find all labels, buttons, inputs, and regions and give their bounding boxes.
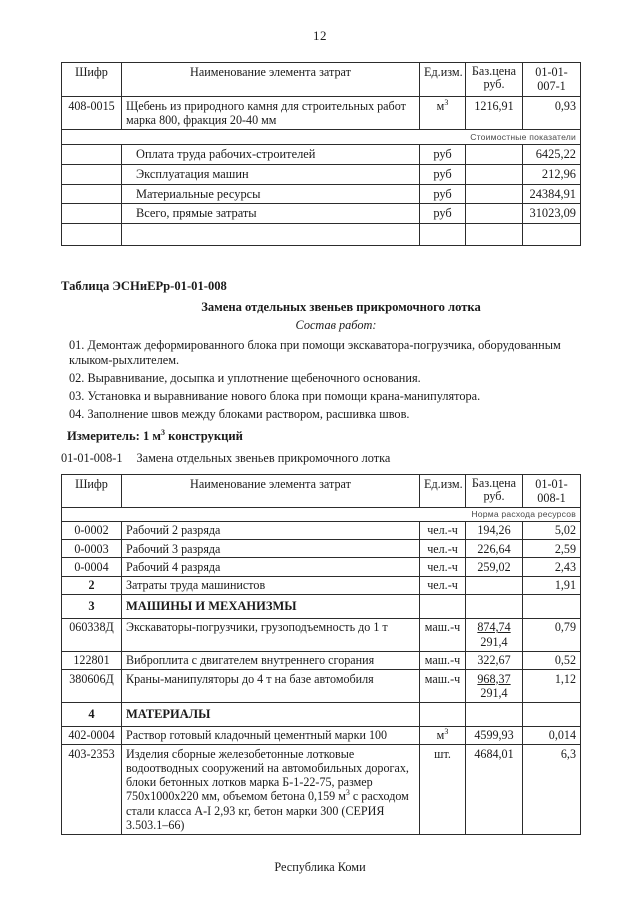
cell-unit: $м^3$	[420, 96, 466, 130]
cell-value: 2,59	[523, 540, 581, 558]
cell-unit	[420, 594, 466, 618]
spacer-cell	[62, 223, 122, 245]
cell-unit: маш.-ч	[420, 670, 466, 703]
cell-name-text: Щебень из природного камня для строительных работ марка 800, фракция 20-40 мм	[126, 98, 406, 128]
cell-price	[466, 184, 523, 204]
cell-code: 4	[62, 703, 122, 727]
cell-name: Краны-манипуляторы до 4 т на базе автомобиля	[122, 670, 420, 703]
measurement-exponent: 3	[161, 427, 165, 437]
norm-name: Замена отдельных звеньев прикромочного лотка	[136, 451, 391, 465]
cell-code: 408-0015	[62, 96, 122, 130]
table-spacer-row	[62, 223, 581, 245]
cell-name: Рабочий 4 разряда	[122, 558, 420, 576]
cell-value: 1,12	[523, 670, 581, 703]
cell-value: 31023,09	[523, 204, 581, 224]
band-row-cost-indicators	[62, 130, 581, 145]
cell-code: 060338Д	[62, 618, 122, 651]
header-unit: Ед.изм.	[420, 63, 466, 97]
cell-value: 0,52	[523, 651, 581, 669]
table-row-section	[62, 594, 581, 618]
cell-name	[122, 96, 420, 130]
cell-name: Рабочий 3 разряда	[122, 540, 420, 558]
cell-price	[466, 576, 523, 594]
cell-unit: чел.-ч	[420, 576, 466, 594]
header-base-price	[466, 63, 523, 97]
spacer-cell	[122, 223, 420, 245]
norm-code: 01-01-008-1	[61, 451, 123, 465]
cell-unit: руб	[420, 165, 466, 185]
cell-name: Затраты труда машинистов	[122, 576, 420, 594]
cell-price	[466, 703, 523, 727]
table-row-section	[62, 703, 581, 727]
cell-price: 1216,91	[466, 96, 523, 130]
header-base-price	[466, 475, 523, 508]
norm-line	[61, 451, 581, 466]
table-header-row	[62, 63, 581, 97]
cell-name: МАТЕРИАЛЫ	[122, 703, 420, 727]
work-item: 04. Заполнение швов между блоками раствором, расшивка швов.	[69, 407, 410, 421]
table-row-total	[62, 145, 581, 165]
cell-unit: чел.-ч	[420, 558, 466, 576]
cell-code: 403-2353	[62, 745, 122, 835]
cell-name: Эксплуатация машин	[122, 165, 420, 185]
cell-price: 194,26	[466, 521, 523, 539]
cell-code: 0-0002	[62, 521, 122, 539]
cell-name: Материальные ресурсы	[122, 184, 420, 204]
header-unit: Ед.изм.	[420, 475, 466, 508]
page-footer: Республика Коми	[274, 860, 366, 874]
table-row	[62, 521, 581, 539]
cell-name: Экскаваторы-погрузчики, грузоподъемность до 1 т	[122, 618, 420, 651]
cell-price	[466, 670, 523, 703]
page-number: 12	[313, 28, 327, 43]
cell-code	[62, 204, 122, 224]
cell-code: 0-0004	[62, 558, 122, 576]
cell-price-secondary: 291,4	[480, 634, 508, 649]
cell-price: 4599,93	[466, 726, 523, 744]
measurement-unit-line: Измеритель: 1 $м^3$ конструкций	[67, 427, 243, 443]
header-base-price-line2: руб.	[483, 488, 505, 503]
cell-value: 24384,91	[523, 184, 581, 204]
table-row	[62, 558, 581, 576]
header-base-price-line2: руб.	[483, 77, 505, 92]
resource-table-008	[61, 474, 581, 835]
cell-value: 212,96	[523, 165, 581, 185]
header-norm-code: 01-01-007-1	[523, 63, 581, 97]
cell-price: 226,64	[466, 540, 523, 558]
cell-unit: руб	[420, 145, 466, 165]
header-norm-code: 01-01-008-1	[523, 475, 581, 508]
cell-name: Оплата труда рабочих-строителей	[122, 145, 420, 165]
cell-unit: чел.-ч	[420, 540, 466, 558]
cell-price	[466, 618, 523, 651]
cell-price-main: 874,74	[477, 620, 511, 635]
table-row	[62, 726, 581, 744]
cell-value: 1,91	[523, 576, 581, 594]
cell-unit: $м^3$	[420, 726, 466, 744]
table-row	[62, 618, 581, 651]
cell-code: 122801	[62, 651, 122, 669]
cell-name: Изделия сборные железобетонные лотковые водоотводных сооружений на автомобильных дорогах, блоки бетонных лотков марка Б-1-22-75, размер 750х1000х220 мм, объемом бетона 0,159 $м^3$ с расходом стали класса А-I 2,93 кг, бетон марки 300 (СЕРИЯ 3.503.1–66)	[122, 745, 420, 835]
table-row	[62, 540, 581, 558]
cell-price: 259,02	[466, 558, 523, 576]
cell-unit	[420, 703, 466, 727]
cell-name: Виброплита с двигателем внутреннего сгорания	[122, 651, 420, 669]
header-name: Наименование элемента затрат	[122, 63, 420, 97]
section-008-intro	[61, 279, 581, 466]
spacer-cell	[420, 223, 466, 245]
cell-value: 6425,22	[523, 145, 581, 165]
cell-unit: шт.	[420, 745, 466, 835]
cell-unit: маш.-ч	[420, 651, 466, 669]
work-item: 02. Выравнивание, досыпка и уплотнение щебеночного основания.	[69, 371, 421, 385]
table-row-group	[62, 576, 581, 594]
cell-price	[466, 594, 523, 618]
band-row-resource-norm	[62, 507, 581, 521]
cell-code: 380606Д	[62, 670, 122, 703]
table-row	[62, 745, 581, 835]
table-row-total	[62, 204, 581, 224]
cell-unit: чел.-ч	[420, 521, 466, 539]
cell-code	[62, 165, 122, 185]
header-name: Наименование элемента затрат	[122, 475, 420, 508]
cell-price	[466, 204, 523, 224]
table-row-total	[62, 165, 581, 185]
cell-price: 4684,01	[466, 745, 523, 835]
work-item: 01. Демонтаж деформированного блока при помощи экскаватора-погрузчика, оборудованным клыком-рыхлителем.	[69, 338, 561, 367]
cell-unit: руб	[420, 204, 466, 224]
cost-table-007	[61, 62, 581, 246]
cell-value	[523, 703, 581, 727]
table-row	[62, 96, 581, 130]
cell-code: 0-0003	[62, 540, 122, 558]
band-label: Стоимостные показатели	[62, 130, 581, 145]
unit-exponent: 3	[444, 97, 449, 107]
band-label: Норма расхода ресурсов	[62, 507, 581, 521]
volume-exponent: 3	[345, 788, 350, 798]
cell-code: 2	[62, 576, 122, 594]
header-code: Шифр	[62, 63, 122, 97]
section-subtitle: Замена отдельных звеньев прикромочного лотка	[201, 300, 481, 314]
header-base-price-line1: Баз.цена	[471, 64, 517, 78]
cell-unit: маш.-ч	[420, 618, 466, 651]
cell-value: 0,93	[523, 96, 581, 130]
cell-unit: руб	[420, 184, 466, 204]
cell-name: Раствор готовый кладочный цементный марки 100	[122, 726, 420, 744]
cell-price-main: 968,37	[477, 671, 511, 686]
cell-value: 0,014	[523, 726, 581, 744]
work-composition-label: Состав работ:	[295, 318, 377, 332]
spacer-cell	[466, 223, 523, 245]
cell-code	[62, 145, 122, 165]
cell-price	[466, 165, 523, 185]
cell-name: МАШИНЫ И МЕХАНИЗМЫ	[122, 594, 420, 618]
table-title: Таблица ЭСНиЕРр-01-01-008	[61, 279, 227, 293]
cell-value: 0,79	[523, 618, 581, 651]
cell-value	[523, 594, 581, 618]
cell-code	[62, 184, 122, 204]
header-code: Шифр	[62, 475, 122, 508]
work-item: 03. Установка и выравнивание нового блока при помощи крана-манипулятора.	[69, 389, 481, 403]
cell-name: Всего, прямые затраты	[122, 204, 420, 224]
cell-price: 322,67	[466, 651, 523, 669]
cell-value: 5,02	[523, 521, 581, 539]
table-row	[62, 651, 581, 669]
table-row	[62, 670, 581, 703]
cell-name: Рабочий 2 разряда	[122, 521, 420, 539]
cell-price-secondary: 291,4	[480, 686, 508, 700]
cell-price	[466, 145, 523, 165]
spacer-cell	[523, 223, 581, 245]
header-base-price-line1: Баз.цена	[471, 475, 517, 490]
unit-exponent: 3	[444, 727, 449, 737]
cell-code: 3	[62, 594, 122, 618]
measurement-unit-label: Измеритель:	[67, 429, 140, 443]
table-row-total	[62, 184, 581, 204]
cell-value: 2,43	[523, 558, 581, 576]
table-header-row	[62, 475, 581, 508]
cell-code: 402-0004	[62, 726, 122, 744]
cell-value: 6,3	[523, 745, 581, 835]
